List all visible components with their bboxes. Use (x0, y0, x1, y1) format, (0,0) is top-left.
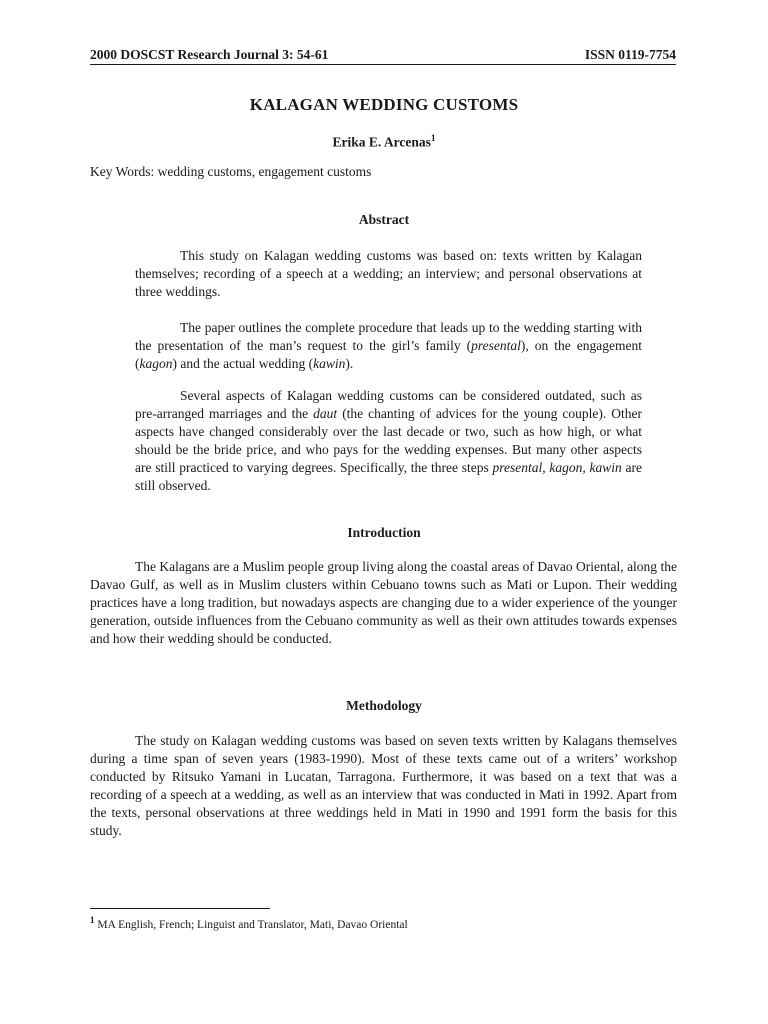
introduction-heading: Introduction (347, 525, 421, 540)
footnote-mark: 1 (90, 915, 95, 925)
abstract-paragraph-3 (135, 387, 642, 495)
term-kagon: kagon (139, 356, 173, 371)
author-line (0, 133, 768, 151)
author-footnote-mark: 1 (430, 133, 436, 143)
abstract-paragraph-2 (135, 319, 642, 373)
issn: ISSN 0119-7754 (584, 47, 676, 62)
text-run: Several aspects of Kalagan wedding customs can be considered outdated, such as pre-arranged marriages and the (135, 388, 642, 421)
footnote-rule (90, 908, 270, 909)
header-rule (90, 64, 676, 65)
footnote (90, 915, 676, 931)
text-run: ), on the engagement ( (135, 338, 642, 371)
term-kawin: kawin (313, 356, 346, 371)
methodology-paragraph: The study on Kalagan wedding customs was based on seven texts written by Kalagans themselves during a time span of seven years (1983-1990). Most of these texts came out of a writers’ workshop conducted by Ritsuko Yamani in Lucatan, Tarragona. Furthermore, it was based on a text that was a recording of a speech at a wedding, as well as an interview that was conducted in Mati in 1992. Apart from the texts, personal observations at three weddings held in Mati in 1990 and 1991 form the basis for this study. (90, 733, 677, 838)
methodology-heading: Methodology (346, 698, 422, 713)
journal-citation: 2000 DOSCST Research Journal 3: 54-61 (90, 47, 329, 62)
text-run: are still observed. (135, 460, 642, 493)
running-header (90, 47, 676, 63)
text-run: The paper outlines the complete procedure that leads up to the wedding starting with the presentation of the man’s request to the girl’s family ( (135, 320, 642, 353)
footnote-text: MA English, French; Linguist and Translator, Mati, Davao Oriental (94, 918, 408, 931)
terms-three-steps: presental, kagon, kawin (492, 460, 622, 475)
abstract-paragraph-1: This study on Kalagan wedding customs was based on: texts written by Kalagan themselves; recording of a speech at a wedding; an interview; and personal observations at three weddings. (135, 248, 642, 299)
text-run: (the chanting of advices for the young couple). Other aspects have changed considerably over the last decade or two, such as how high, or what should be the bride price, and who pays for the wedding expenses. But many other aspects are still practiced to varying degrees. Specifically, the three steps (135, 406, 642, 475)
text-run: ). (345, 356, 354, 371)
paper-title: KALAGAN WEDDING CUSTOMS (249, 95, 519, 114)
introduction-paragraph: The Kalagans are a Muslim people group living along the coastal areas of Davao Oriental, along the Davao Gulf, as well as in Muslim clusters within Cebuano towns such as Mati or Lupon. Their wedding practices have a long tradition, but nowadays aspects are changing due to a wider experience of the younger generation, outside influences from the Cebuano community as well as their own attitudes towards expenses and how their wedding should be conducted. (90, 559, 677, 646)
term-daut: daut (313, 406, 338, 421)
term-presental: presental (471, 338, 521, 353)
keywords: Key Words: wedding customs, engagement customs (90, 164, 372, 179)
abstract-heading: Abstract (358, 212, 410, 227)
author-name: Erika E. Arcenas (332, 134, 431, 150)
text-run: ) and the actual wedding ( (172, 356, 314, 371)
